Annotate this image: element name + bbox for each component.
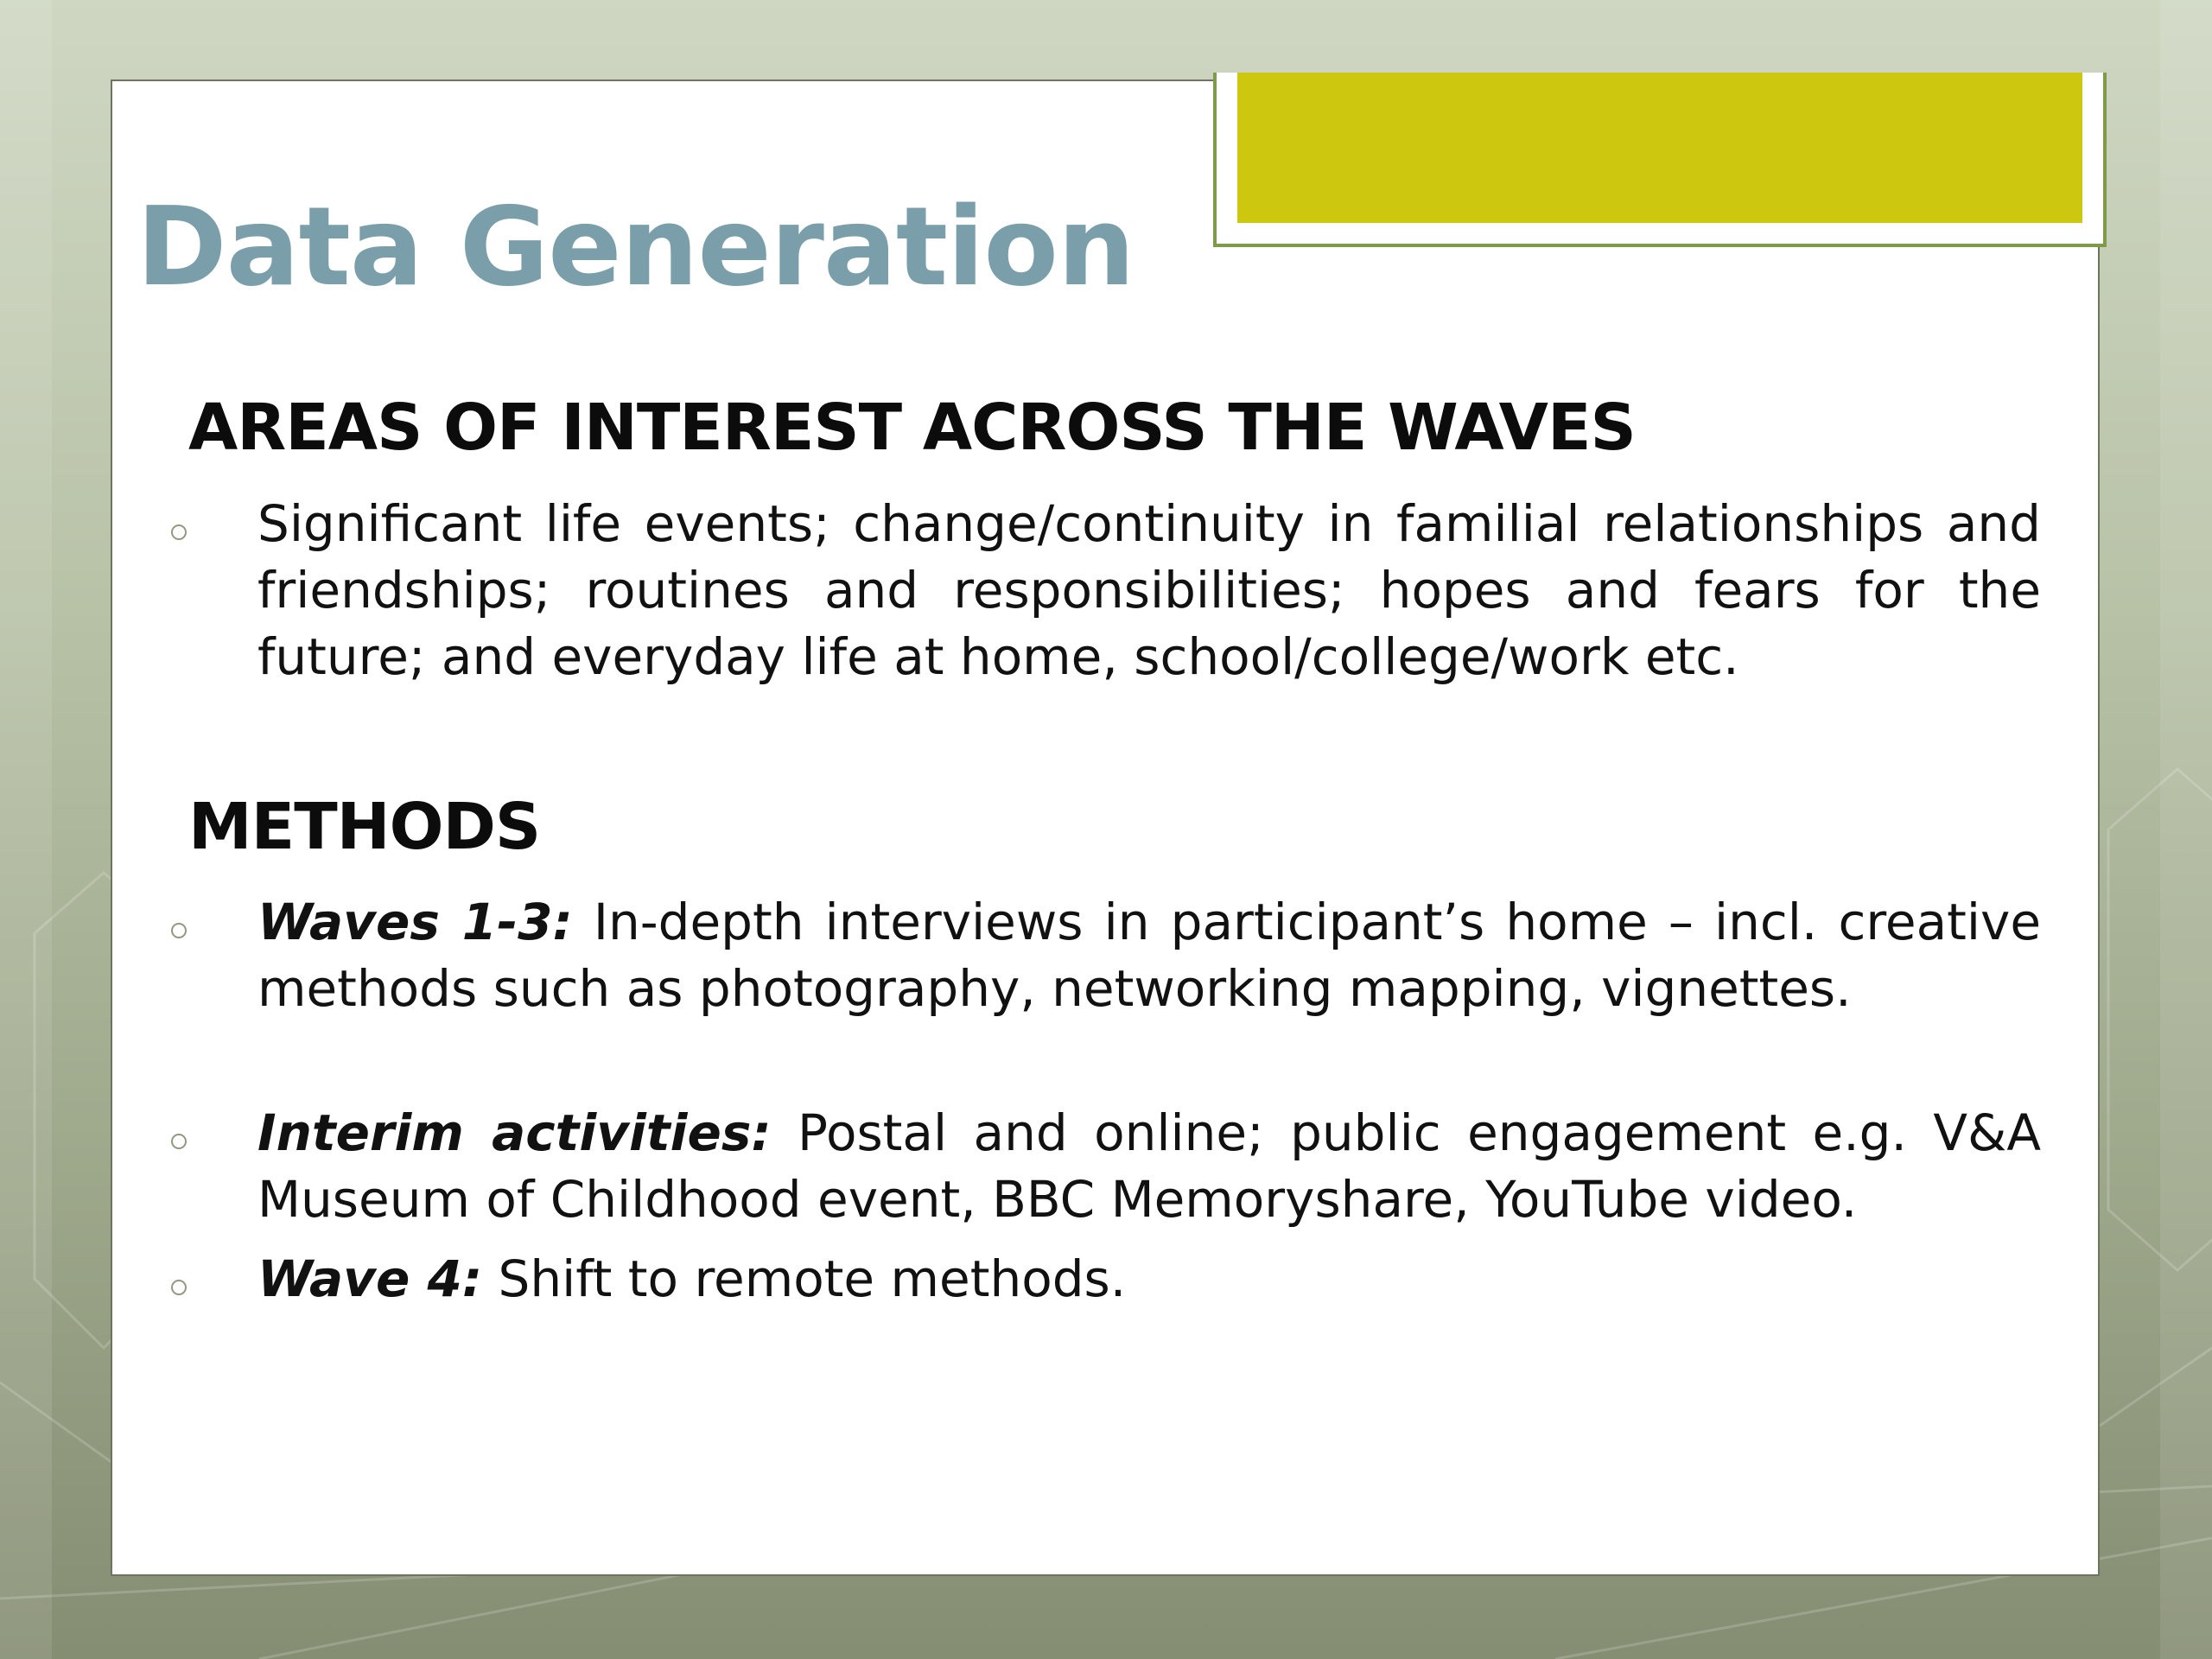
section-heading-areas-of-interest: AREAS OF INTEREST ACROSS THE WAVES [188, 391, 1636, 465]
hollow-circle-bullet-icon [171, 1134, 187, 1149]
hollow-circle-bullet-icon [171, 524, 187, 540]
slide-title: Data Generation [137, 183, 1135, 310]
bullet-lead: Waves 1-3: [257, 893, 573, 951]
bullet-text: In-depth interviews in participant’s home – incl. creative methods such as photography, networking mapping, vignettes. [257, 893, 2041, 1018]
bullet-lead: Interim activities: [257, 1103, 772, 1162]
accent-bar-fill [1237, 73, 2082, 223]
section-heading-methods: METHODS [188, 790, 541, 864]
bullet-text: Shift to remote methods. [482, 1249, 1127, 1308]
hollow-circle-bullet-icon [171, 1280, 187, 1295]
bullet-lead: Wave 4: [257, 1249, 483, 1308]
hollow-circle-bullet-icon [171, 923, 187, 938]
bullet-text: Significant life events; change/continuity in familial relationships and friendships; routines and responsibilities; hopes and fears for the future; and everyday life at home, school/college/work etc. [257, 494, 2041, 686]
bullet-interim-activities [257, 1100, 2041, 1233]
accent-bar [1213, 73, 2107, 247]
bullet-areas-of-interest [257, 491, 2041, 690]
bullet-wave-4 [257, 1246, 2041, 1313]
bullet-waves-1-3 [257, 889, 2041, 1022]
bullet-text: Postal and online; public engagement e.g. V&A Museum of Childhood event, BBC Memoryshare, YouTube video. [257, 1103, 2041, 1229]
